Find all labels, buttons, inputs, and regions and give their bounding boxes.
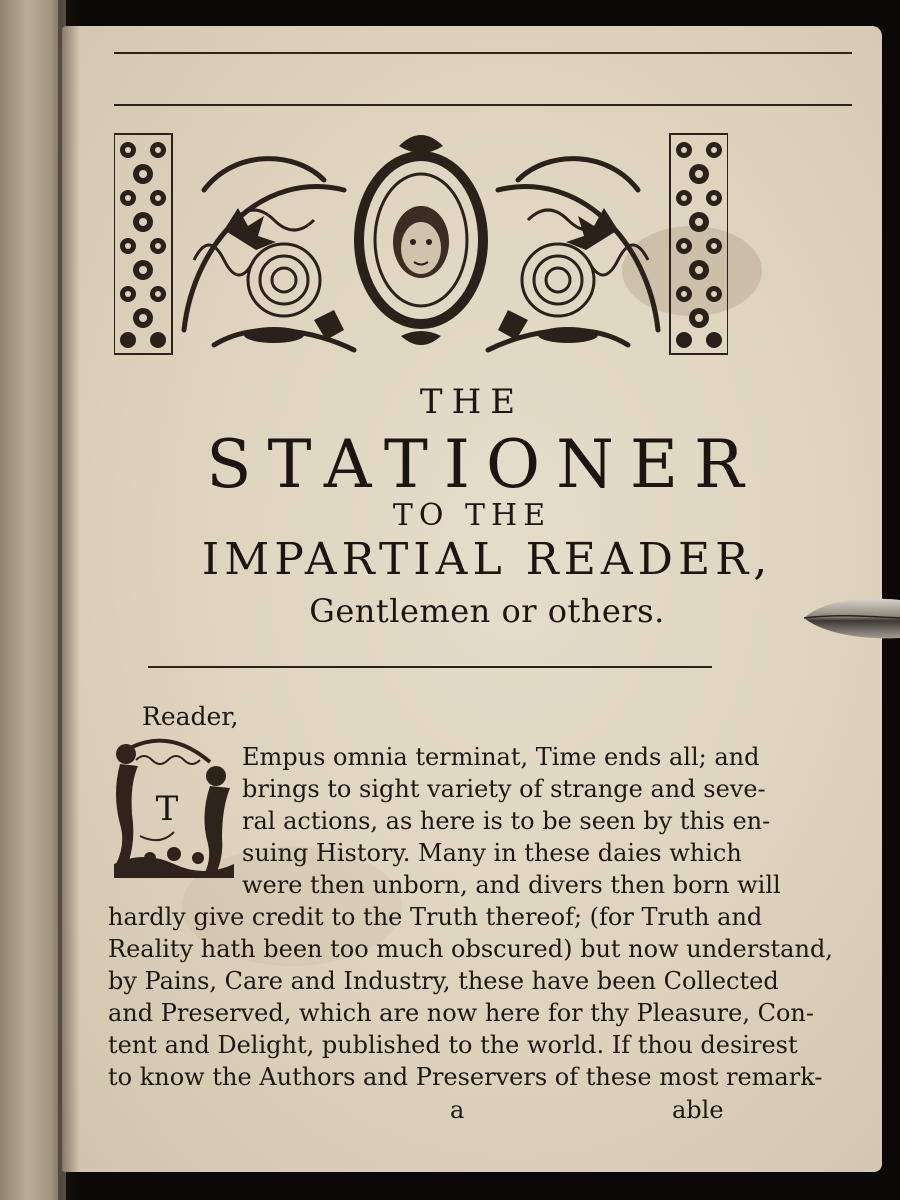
metal-page-holder-icon	[804, 590, 900, 646]
text-line-8: by Pains, Care and Industry, these have been Collected	[108, 967, 779, 995]
ornamental-headpiece-icon	[114, 130, 728, 360]
text-line-6: hardly give credit to the Truth thereof; (for Truth and	[108, 903, 763, 931]
heading-to-the: TO THE	[392, 498, 552, 533]
text-line-7: Reality hath been too much obscured) but now understand,	[108, 935, 833, 963]
heading-stationer: STATIONER	[206, 426, 760, 503]
gutter-shadow	[58, 0, 80, 1200]
book-page	[62, 26, 882, 1172]
heading-the: THE	[419, 382, 525, 422]
top-rule	[114, 52, 852, 54]
text-line-11: to know the Authors and Preservers of these most remark-	[108, 1063, 823, 1091]
dropcap-letter: T	[155, 789, 179, 829]
text-line-5: were then unborn, and divers then born will	[242, 871, 781, 899]
section-rule	[148, 666, 712, 668]
text-line-3: ral actions, as here is to be seen by this en-	[242, 807, 771, 835]
heading-gentlemen-or-others: Gentlemen or others.	[309, 592, 665, 630]
text-line-2: brings to sight variety of strange and seve-	[242, 775, 766, 803]
catchword: able	[672, 1096, 724, 1124]
signature-mark: a	[450, 1096, 465, 1124]
header-rule	[114, 104, 852, 106]
text-line-4: suing History. Many in these daies which	[242, 839, 742, 867]
dropcap-frame	[110, 736, 238, 882]
left-facing-page	[0, 0, 66, 1200]
text-line-9: and Preserved, which are now here for thy Pleasure, Con-	[108, 999, 814, 1027]
heading-impartial-reader: IMPARTIAL READER,	[201, 534, 773, 585]
text-line-10: tent and Delight, published to the world. If thou desirest	[108, 1031, 798, 1059]
salutation: Reader,	[142, 702, 239, 731]
text-line-1: Empus omnia terminat, Time ends all; and	[242, 743, 760, 771]
